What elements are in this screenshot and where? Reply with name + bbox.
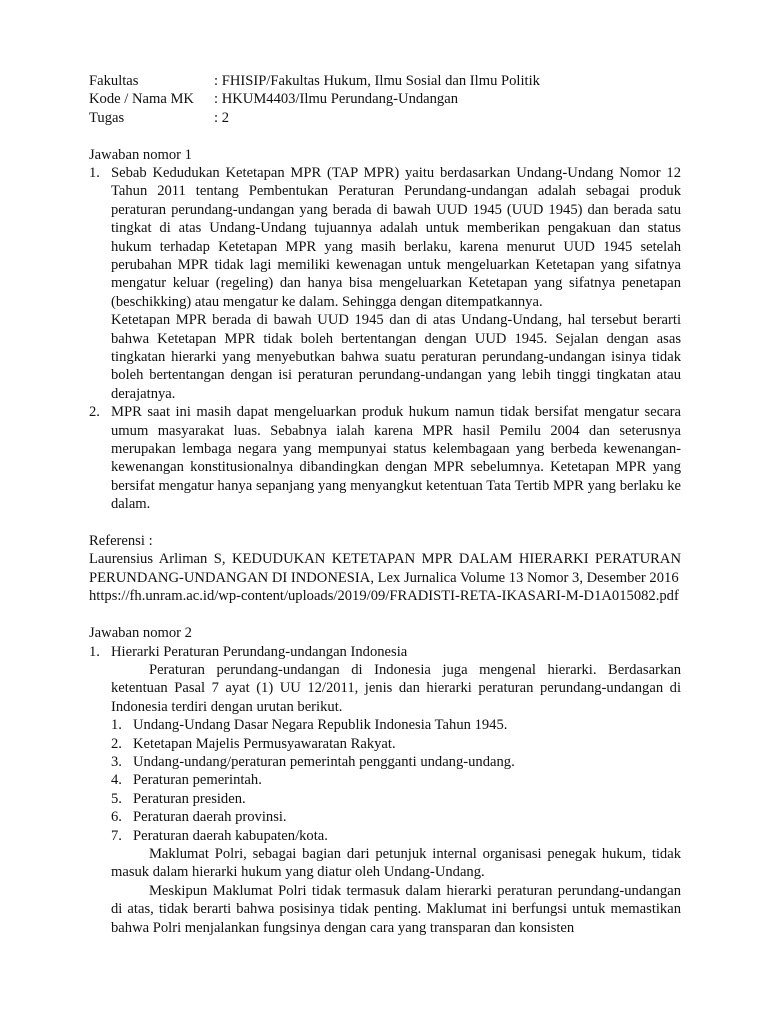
header-row-course [89,90,681,108]
list-text: Peraturan presiden. [133,790,246,807]
answer1-item1-paragraph: Ketetapan MPR berada di bawah UUD 1945 dan di atas Undang-Undang, hal tersebut berarti bahwa Ketetapan MPR tidak boleh bertentangan dengan UUD 1945. Sejalan dengan asas tingkatan hierarki yang menyebutkan bahwa suatu peraturan perundang-undangan isinya tidak boleh bertentangan dengan isi peraturan perundang-undangan yang lebih tinggi tingkatan atau derajatnya. [111,312,681,402]
list-item [111,827,681,845]
list-number: 6. [111,809,122,826]
list-number: 4. [111,772,122,789]
answer2-heading: Jawaban nomor 2 [89,625,192,642]
list-text: Peraturan daerah kabupaten/kota. [133,827,328,844]
answer2-item [89,643,681,938]
header-value: : 2 [214,109,229,126]
list-text: Undang-Undang Dasar Negara Republik Indonesia Tahun 1945. [133,717,508,734]
list-number: 5. [111,790,122,807]
header-value: : HKUM4403/Ilmu Perundang-Undangan [214,91,459,108]
answer1-heading: Jawaban nomor 1 [89,146,192,163]
list-text: Undang-undang/peraturan pemerintah pengganti undang-undang. [133,753,515,770]
list-number: 3. [111,753,122,770]
list-item [111,808,681,826]
answer2-intro: Peraturan perundang-undangan di Indonesia juga mengenal hierarki. Berdasarkan ketentuan Pasal 7 ayat (1) UU 12/2011, jenis dan hierarki peraturan perundang-undangan di Indonesia terdiri dengan urutan berikut. [111,661,681,715]
answer1-item [89,403,681,513]
list-item [111,771,681,789]
list-item [111,735,681,753]
list-item [111,790,681,808]
list-item [111,753,681,771]
header-label: Kode / Nama MK [89,91,194,108]
item-number: 2. [89,404,100,421]
header-label: Fakultas [89,73,139,89]
hierarchy-list [111,716,681,845]
header-label: Tugas [89,109,125,126]
header-row-faculty [89,72,681,90]
answer2-paragraph: Meskipun Maklumat Polri tidak termasuk dalam hierarki peraturan perundang-undangan di atas, tidak berarti bahwa posisinya tidak penting. Maklumat ini berfungsi untuk memastikan bahwa Polri menjalankan fungsinya dengan cara yang transparan dan konsisten [111,882,681,936]
list-text: Ketetapan Majelis Permusyawaratan Rakyat. [133,735,396,752]
list-text: Peraturan pemerintah. [133,772,262,789]
item-number: 1. [89,164,100,181]
item-number: 1. [89,643,100,660]
list-item [111,716,681,734]
list-number: 2. [111,735,122,752]
answer1-item [89,164,681,403]
header-block [89,72,681,127]
answer1-item2-paragraph: MPR saat ini masih dapat mengeluarkan produk hukum namun tidak bersifat mengatur secara umum masyarakat luas. Sebabnya ialah karena MPR hasil Pemilu 2004 dan seterusnya merupakan lembaga negara yang mempunyai status kelembagaan yang berbeda kewenangan-kewenangan konstitusionalnya dibandingkan dengan MPR sebelumnya. Ketetapan MPR yang bersifat mengatur hanya sepanjang yang menyangkut ketentuan Tata Tertib MPR yang berlaku ke dalam. [111,404,681,513]
list-number: 1. [111,717,122,734]
answer2-item-title: Hierarki Peraturan Perundang-undangan Indonesia [111,643,408,660]
reference-citation: Laurensius Arliman S, KEDUDUKAN KETETAPAN MPR DALAM HIERARKI PERATURAN PERUNDANG-UNDANGAN DI INDONESIA, Lex Jurnalica Volume 13 Nomor 3, Desember 2016 [89,551,681,586]
answer1-item1-paragraph: Sebab Kedudukan Ketetapan MPR (TAP MPR) yaitu berdasarkan Undang-Undang Nomor 12 Tahun 2011 tentang Pembentukan Peraturan Perundang-undangan adalah sebagai produk peraturan perundang-undangan yang berada di bawah UUD 1945 (UUD 1945) dan berada satu tingkat di atas Undang-Undang tujuannya adalah untuk memberikan pengakuan dan status hukum terhadap Ketetapan MPR yang masih berlaku, karena menurut UUD 1945 setelah perubahan MPR tidak lagi memiliki kewenagan untuk mengeluarkan Ketetapan yang sifatnya mengatur keluar (regeling) dan hanya bisa mengeluarkan Ketetapan yang sifatnya penetapan (beschikking) atau mengatur ke dalam. Sehingga dengan ditempatkannya. [111,164,681,310]
header-row-assignment [89,109,681,127]
reference-url[interactable]: https://fh.unram.ac.id/wp-content/uploads/2019/09/FRADISTI-RETA-IKASARI-M-D1A015082.pdf [89,588,679,605]
reference-heading: Referensi : [89,533,153,550]
document-body [89,72,681,937]
list-text: Peraturan daerah provinsi. [133,809,287,826]
list-number: 7. [111,827,122,844]
answer2-paragraph: Maklumat Polri, sebagai bagian dari petunjuk internal organisasi penegak hukum, tidak masuk dalam hierarki hukum yang diatur oleh Undang-Undang. [111,845,681,881]
header-value: : FHISIP/Fakultas Hukum, Ilmu Sosial dan Ilmu Politik [214,73,540,89]
